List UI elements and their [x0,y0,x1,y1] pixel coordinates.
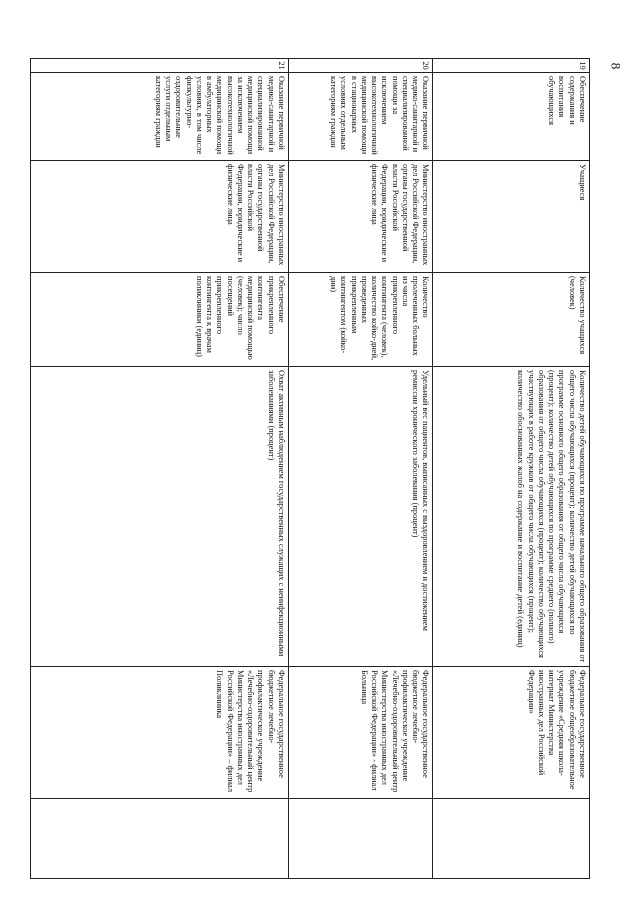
service-name-cell: Оказание первичной медико-санитарной и специализированной медицинской помощи за исключением высокотехнологичной медицинской помощи в амбулаторных условиях, в том числе физкультурно-оздоровительные услуги отдельным категориям граждан [31,73,289,161]
row-number: 20 [288,59,433,73]
quality-indicator-cell: Охват активным наблюдением государственных служащих с неинфекционными заболеваниями (процент) [31,367,289,667]
institution-cell: Федеральное государственное бюджетное лечебно-профилактическое учреждение «Лечебно-оздоровительный центр Министерства иностранных дел Российской Федерации» - филиал Больница [288,667,433,799]
empty-cell [31,799,289,879]
quality-indicator-cell: Количество детей обучающихся по программе начального общего образования от общего числа обучающихся (процент); количество детей обучающихся по программе основного общего образования от общего числа обучающихся (процент); количество детей обучающихся по программе среднего (полного) образования от общего числа обучающихся (процент); количество обучающихся участвующих в работе кружков от общего числа обучающихся (процент); количество обоснованных жалоб на содержание и воспитание детей (единиц) [433,367,590,667]
volume-indicator-cell: Количество учащихся (человек) [433,273,590,367]
row-number: 21 [31,59,289,73]
table-row [433,59,590,879]
rotated-table-wrapper [30,58,590,878]
empty-cell [288,799,433,879]
empty-cell [433,799,590,879]
services-table [30,58,590,879]
volume-indicator-cell: Обеспечение прикрепленного контингента медицинской помощью (человек); число посещений прикрепленного контингента к врачам поликлиники (единиц) [31,273,289,367]
page-number: 8 [608,62,624,70]
row-number: 19 [433,59,590,73]
consumers-cell: Министерство иностранных дел Российской Федерации, органы государственной власти Российской Федерации, юридические и физические лица [31,161,289,273]
service-name-cell: Обеспечение содержания и воспитания обучающихся [433,73,590,161]
consumers-cell: Учащиеся [433,161,590,273]
institution-cell: Федеральное государственное бюджетное общеобразовательное учреждение «Средняя школа-интернат Министерства иностранных дел Российской Федерации» [433,667,590,799]
institution-cell: Федеральное государственное бюджетное лечебно-профилактическое учреждение «Лечебно-оздоровительный центр Министерства иностранных дел Российской Федерации» – филиал Поликлиника [31,667,289,799]
volume-indicator-cell: Количество пролеченных больных из числа прикрепленного контингента (человек), количество койко-дней, проведенных прикрепленным контингентом (койко-дни) [288,273,433,367]
quality-indicator-cell: Удельный вес пациентов, выписанных с выздоровлением и достижением ремиссии хронического заболевания (процент) [288,367,433,667]
consumers-cell: Министерство иностранных дел Российской Федерации, органы государственной власти Российской Федерации, юридические и физические лица [288,161,433,273]
table-row [31,59,289,879]
table-row [288,59,433,879]
service-name-cell: Оказание первичной медико-санитарной и специализированной помощи за исключением высокотехнологичной медицинской помощи в стационарных условиях отдельным категориям граждан [288,73,433,161]
